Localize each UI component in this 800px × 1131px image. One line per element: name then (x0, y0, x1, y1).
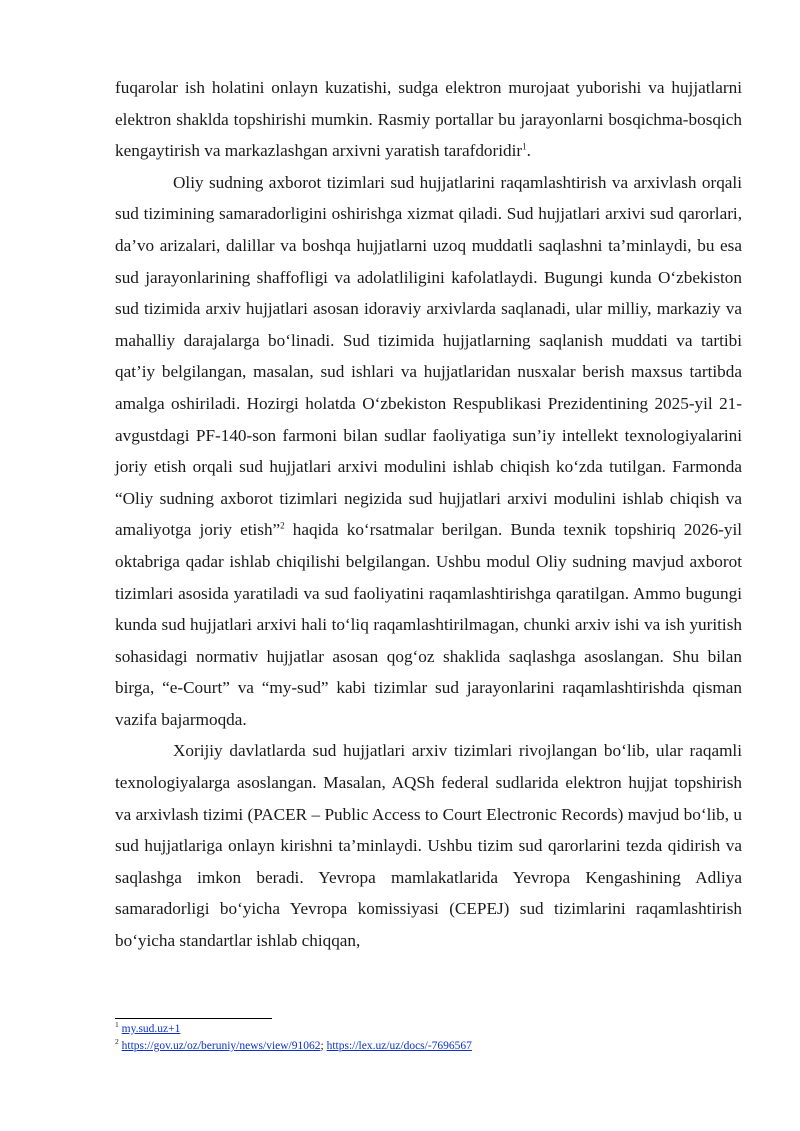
paragraph-1-text: fuqarolar ish holatini onlayn kuzatishi, sudga elektron murojaat yuborishi va hujjatlarni elektron shaklda topshirishi mumkin. Rasmiy portallar bu jarayonlarni bosqichma-bosqich kengaytirish va markazlashgan arxivni yaratish tarafdoridir (115, 78, 742, 161)
footnote-1 (115, 1021, 742, 1038)
footnote-number-2: 2 (115, 1037, 119, 1047)
footnote-2 (115, 1038, 742, 1055)
footnote-1-link[interactable]: my.sud.uz+1 (121, 1023, 181, 1035)
footnotes (115, 1021, 742, 1055)
footnote-number-1: 1 (115, 1020, 119, 1030)
footnote-2-link-lex[interactable]: https://lex.uz/uz/docs/-7696567 (326, 1040, 472, 1052)
paragraph-3 (115, 735, 742, 956)
footnote-2-separator: ; (320, 1040, 327, 1052)
paragraph-1 (115, 72, 742, 167)
body-text (115, 72, 742, 957)
paragraph-2-end: haqida ko‘rsatmalar berilgan. Bunda texnik topshiriq 2026-yil oktabriga qadar ishlab chiqilishi belgilangan. Ushbu modul Oliy sudning mavjud axborot tizimlari asosida yaratiladi va sud faoliyatini raqamlashtirishga qaratilgan. Ammo bugungi kunda sud hujjatlari arxivi hali to‘liq raqamlashtirilmagan, chunki arxiv ishi va ish yuritish sohasidagi normativ hujjatlar asosan qog‘oz shaklida saqlashga asoslangan. Shu bilan birga, “e-Court” va “my-sud” kabi tizimlar sud jarayonlarini raqamlashtirishda qisman vazifa bajarmoqda. (115, 520, 743, 729)
paragraph-3-text: Xorijiy davlatlarda sud hujjatlari arxiv tizimlari rivojlangan bo‘lib, ular raqamli texnologiyalarga asoslangan. Masalan, AQSh federal sudlarida elektron hujjat topshirish va arxivlash tizimi (PACER – Public Access to Court Electronic Records) mavjud bo‘lib, u sud hujjatlariga onlayn kirishni ta’minlaydi. Ushbu tizim sud qarorlarini tezda qidirish va saqlashga imkon beradi. Yevropa mamlakatlarida Yevropa Kengashining Adliya samaradorligi bo‘yicha Yevropa komissiyasi (CEPEJ) sud tizimlarini raqamlashtirish bo‘yicha standartlar ishlab chiqqan, (115, 741, 742, 951)
paragraph-2 (115, 167, 742, 736)
footnote-2-link-gov[interactable]: https://gov.uz/oz/beruniy/news/view/91062 (121, 1040, 321, 1052)
footnote-ref-2[interactable]: 2 (280, 520, 285, 531)
footnote-separator (115, 1018, 272, 1019)
paragraph-2-text: Oliy sudning axborot tizimlari sud hujjatlarini raqamlashtirish va arxivlash orqali sud tizimining samaradorligini oshirishga xizmat qiladi. Sud hujjatlari arxivi sud qarorlari, da’vo arizalari, dalillar va boshqa hujjatlarni uzoq muddatli saqlashni ta’minlaydi, bu esa sud jarayonlarining shaffofligi va adolatliligini kafolatlaydi. Bugungi kunda O‘zbekiston sud tizimida arxiv hujjatlari asosan idoraviy arxivlarda saqlanadi, ular milliy, markaziy va mahalliy darajalarga bo‘linadi. Sud tizimida hujjatlarning saqlanish muddati va tartibi qat’iy belgilangan, masalan, sud ishlari va hujjatlaridan nusxalar berish maxsus tartibda amalga oshiriladi. Hozirgi holatda O‘zbekiston Respublikasi Prezidentining 2025-yil 21-avgustdagi PF-140-son farmoni bilan sudlar faoliyatiga sun’iy intellekt texnologiyalarini joriy etish orqali sud hujjatlari arxivi modulini ishlab chiqish ko‘zda tutilgan. Farmonda “Oliy sudning axborot tizimlari negizida sud hujjatlari arxivi modulini ishlab chiqish va amaliyotga joriy etish” (115, 172, 742, 540)
footnote-ref-1[interactable]: 1 (522, 141, 527, 152)
paragraph-1-end: . (526, 141, 531, 161)
